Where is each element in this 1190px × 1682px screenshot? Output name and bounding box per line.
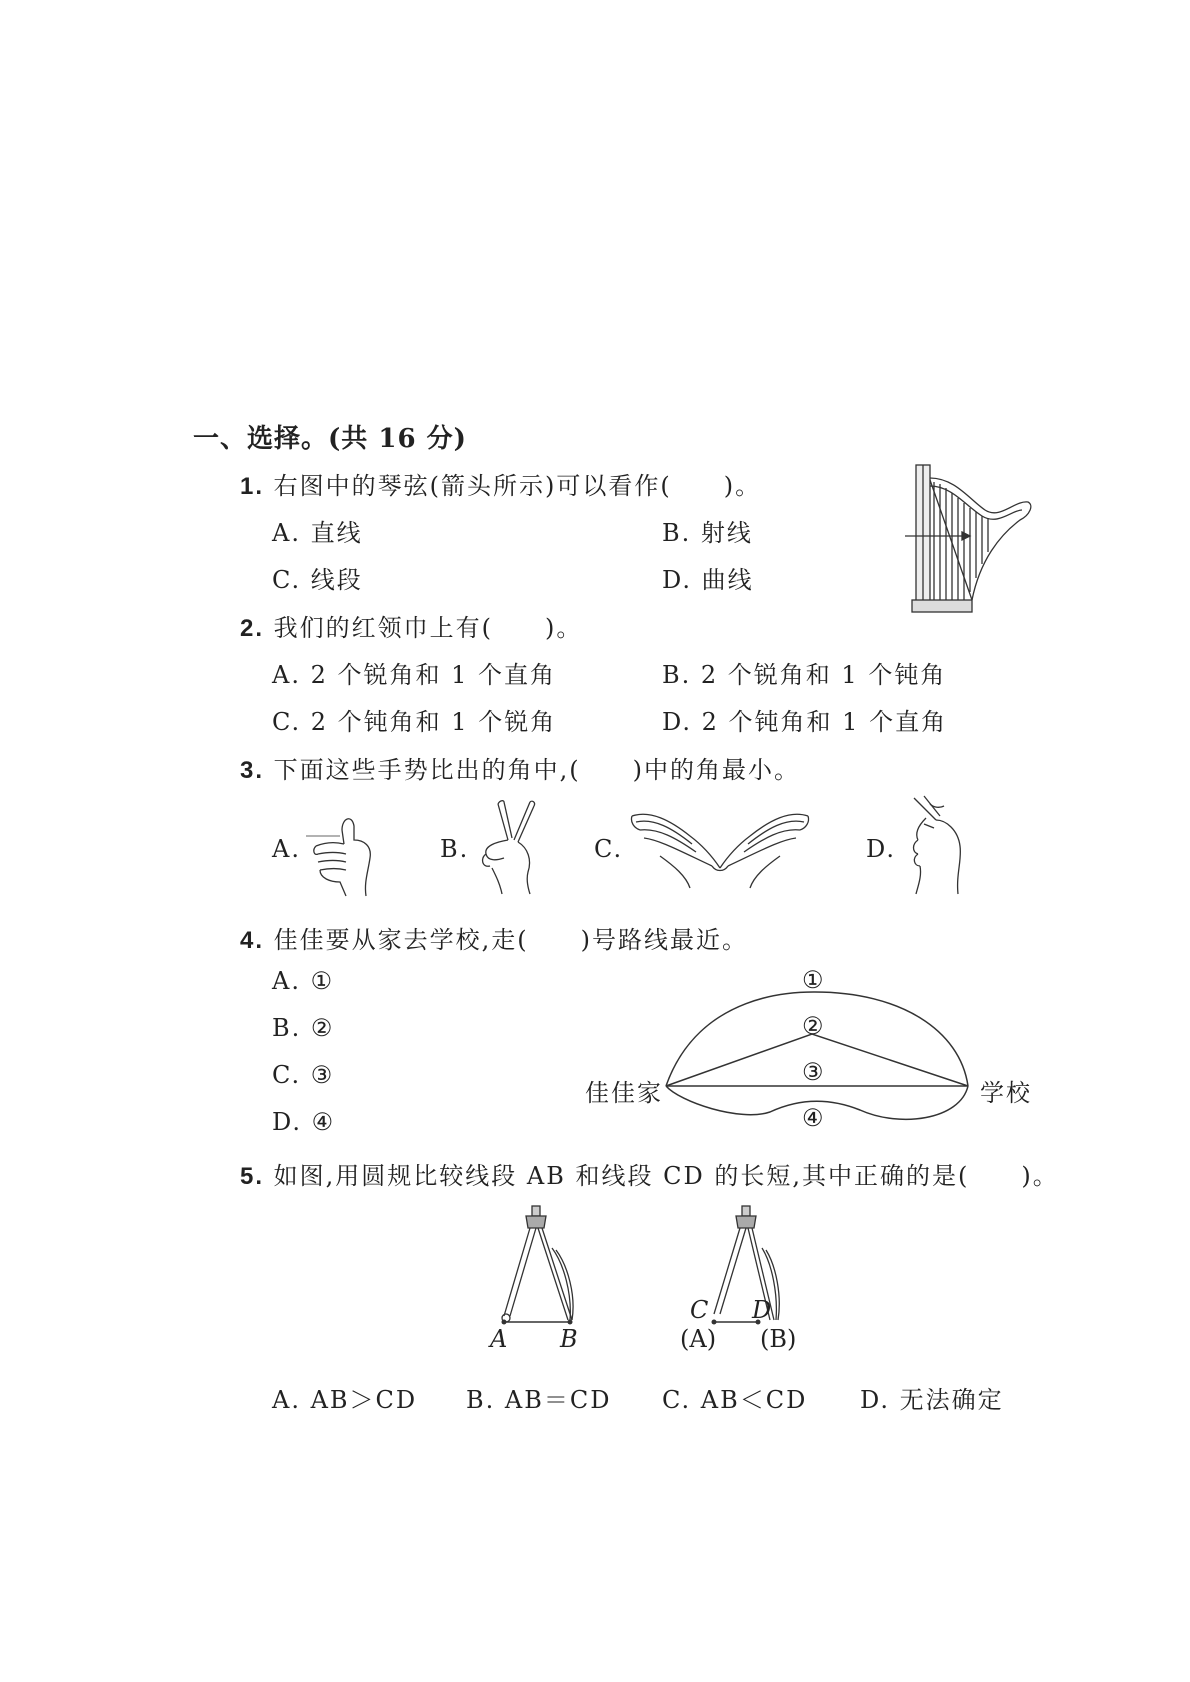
question-number: 5.	[240, 1163, 265, 1190]
route-1-label: ①	[802, 966, 824, 994]
q4-option-b[interactable]: B. ②	[272, 1014, 335, 1042]
question-number: 2.	[240, 615, 265, 642]
q4-option-d[interactable]: D. ④	[272, 1108, 336, 1136]
route-2-label: ②	[802, 1012, 824, 1040]
q5-option-b[interactable]: B. AB＝CD	[466, 1386, 612, 1414]
question-text: 佳佳要从家去学校,走( )号路线最近。	[273, 926, 749, 954]
q5-option-a[interactable]: A. AB＞CD	[272, 1386, 418, 1414]
q1-option-d[interactable]: D. 曲线	[662, 566, 754, 594]
compass-left-icon	[490, 1204, 590, 1334]
question-text: 我们的红领巾上有( )。	[273, 614, 583, 642]
q1-option-c[interactable]: C. 线段	[272, 566, 363, 594]
question-text: 下面这些手势比出的角中,( )中的角最小。	[273, 756, 801, 784]
point-b-label: B	[560, 1325, 578, 1353]
q1-option-b[interactable]: B. 射线	[662, 519, 753, 547]
point-b-paren-label: (B)	[760, 1325, 797, 1353]
route-4-label: ④	[802, 1104, 824, 1132]
question-number: 3.	[240, 757, 265, 784]
q4-option-a[interactable]: A. ①	[272, 967, 335, 995]
q3-option-b[interactable]: B.	[440, 835, 470, 863]
q1-option-a[interactable]: A. 直线	[272, 519, 363, 547]
q5-option-c[interactable]: C. AB＜CD	[662, 1386, 808, 1414]
question-text: 右图中的琴弦(箭头所示)可以看作( )。	[273, 472, 762, 500]
compass-right-icon	[700, 1204, 800, 1334]
point-a-paren-label: (A)	[680, 1325, 717, 1353]
question-number: 4.	[240, 927, 265, 954]
q3-option-d[interactable]: D.	[866, 835, 897, 863]
q5-option-d[interactable]: D. 无法确定	[860, 1386, 1004, 1414]
q3-option-a[interactable]: A.	[272, 835, 301, 863]
point-a-label: A	[490, 1325, 508, 1353]
point-d-label: D	[752, 1296, 772, 1324]
school-label: 学校	[980, 1079, 1032, 1107]
question-5	[240, 1156, 1059, 1191]
q2-option-d[interactable]: D. 2 个钝角和 1 个直角	[662, 708, 948, 736]
question-text: 如图,用圆规比较线段 AB 和线段 CD 的长短,其中正确的是( )。	[273, 1162, 1059, 1190]
q4-option-c[interactable]: C. ③	[272, 1061, 335, 1089]
q3-option-c[interactable]: C.	[594, 835, 624, 863]
home-label: 佳佳家	[585, 1079, 663, 1107]
route-3-label: ③	[802, 1058, 824, 1086]
point-c-label: C	[690, 1296, 709, 1324]
section-title: 一、选择。(共 16 分)	[193, 424, 467, 454]
q2-option-c[interactable]: C. 2 个钝角和 1 个锐角	[272, 708, 557, 736]
q2-option-b[interactable]: B. 2 个锐角和 1 个钝角	[662, 661, 947, 689]
q2-option-a[interactable]: A. 2 个锐角和 1 个直角	[272, 661, 557, 689]
question-number: 1.	[240, 473, 265, 500]
